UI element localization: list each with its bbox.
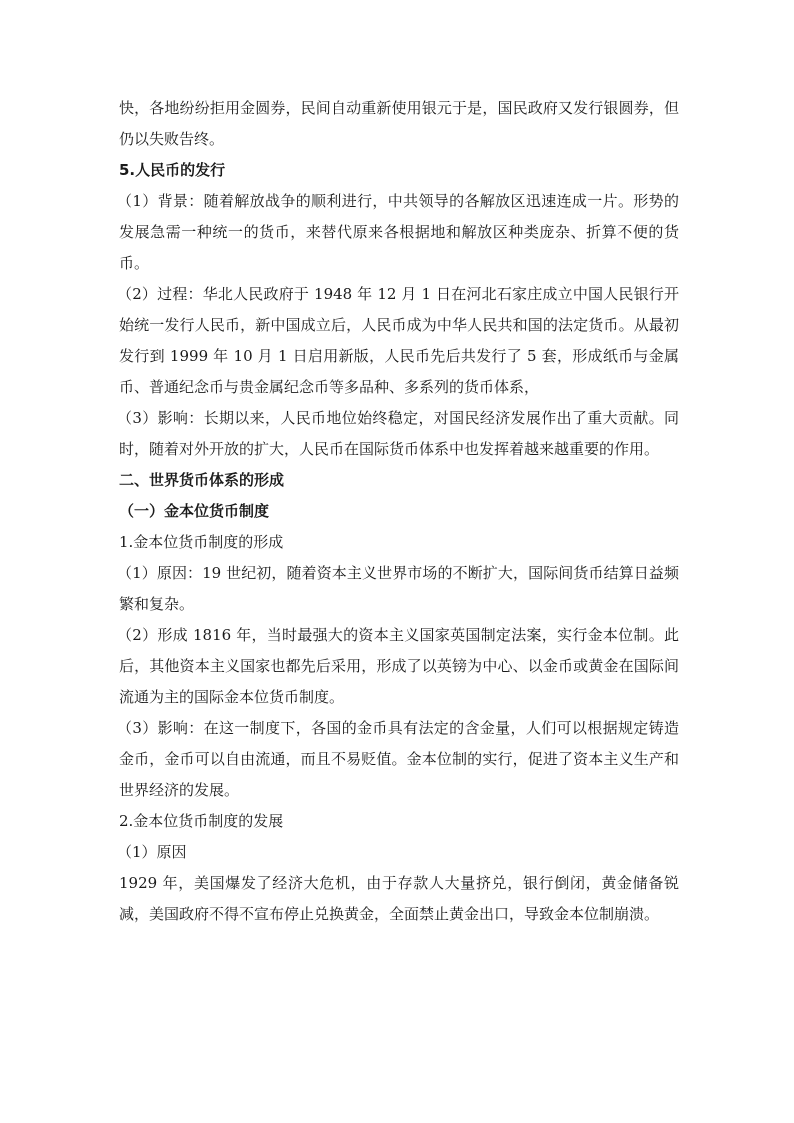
- item-heading-formation: 1.金本位货币制度的形成: [119, 533, 284, 551]
- chapter-heading-world-currency-system: 二、世界货币体系的形成: [119, 471, 285, 489]
- paragraph-development-reason-label: （1）原因: [117, 843, 187, 861]
- paragraph-formation-reason: （1）原因：19 世纪初，随着资本主义世界市场的不断扩大，国际间货币结算日益频繁和复杂。: [117, 564, 679, 613]
- paragraph-formation: （2）形成 1816 年，当时最强大的资本主义国家英国制定法案，实行金本位制。此后，其他资本主义国家也都先后采用，形成了以英镑为中心、以金币或黄金在国际间流通为主的国际金本位货币制度。: [117, 626, 679, 706]
- paragraph-impact: （3）影响：长期以来，人民币地位始终稳定，对国民经济发展作出了重大贡献。同时，随着对外开放的扩大，人民币在国际货币体系中也发挥着越来越重要的作用。: [117, 409, 679, 458]
- paragraph-formation-impact: （3）影响：在这一制度下，各国的金币具有法定的含金量，人们可以根据规定铸造金币，金币可以自由流通，而且不易贬值。金本位制的实行，促进了资本主义生产和世界经济的发展。: [117, 719, 679, 799]
- paragraph-1929-crisis: 1929 年，美国爆发了经济大危机，由于存款人大量挤兑，银行倒闭，黄金储备锐减，美国政府不得不宣布停止兑换黄金，全面禁止黄金出口，导致金本位制崩溃。: [119, 874, 679, 923]
- paragraph-process: （2）过程：华北人民政府于 1948 年 12 月 1 日在河北石家庄成立中国人民银行开始统一发行人民币，新中国成立后，人民币成为中华人民共和国的法定货币。从最初发行到 1999 年 10 月 1 日启用新版，人民币先后共发行了 5 套，形成纸币与金属币、普通纪念币与贵金属纪念币等多品种、多系列的货币体系，: [117, 285, 679, 396]
- item-heading-development: 2.金本位货币制度的发展: [119, 812, 284, 830]
- subsection-heading-gold-standard: （一）金本位货币制度: [119, 502, 270, 520]
- paragraph-continuation: 快，各地纷纷拒用金圆券，民间自动重新使用银元于是，国民政府又发行银圆券，但仍以失败告终。: [119, 99, 679, 148]
- document-page: [119, 93, 679, 930]
- paragraph-background: （1）背景：随着解放战争的顺利进行，中共领导的各解放区迅速连成一片。形势的发展急需一种统一的货币，来替代原来各根据地和解放区种类庞杂、折算不便的货币。: [117, 192, 679, 272]
- section-heading-rmb-issuance: 5.人民币的发行: [119, 161, 226, 179]
